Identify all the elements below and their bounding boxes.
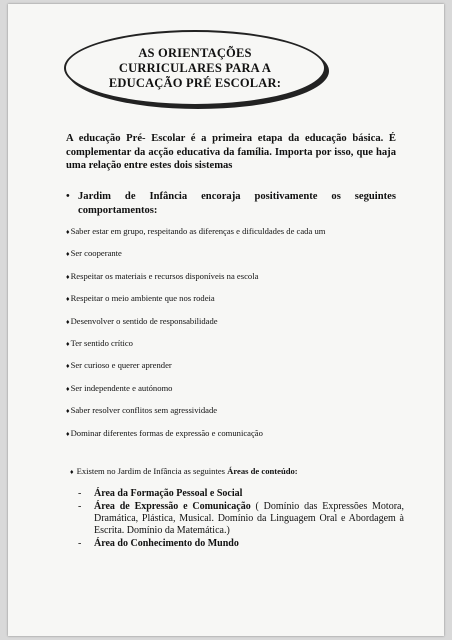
area-name: Área de Expressão e Comunicação bbox=[94, 501, 251, 512]
behavior-text: Ter sentido crítico bbox=[70, 337, 133, 348]
list-item bbox=[66, 316, 396, 338]
diamond-bullet-icon: ♦ bbox=[66, 429, 70, 438]
list-item bbox=[66, 226, 396, 248]
list-item bbox=[66, 428, 396, 450]
area-detail: ( Domínio das Expressões Motora, Dramática, Plástica, Musical. Domínio da Linguagem Oral e Abordagem à Escrita. Domínio da Matemática.) bbox=[94, 501, 404, 536]
areas-list bbox=[78, 488, 404, 551]
diamond-bullet-icon: ♦ bbox=[66, 407, 70, 416]
diamond-bullet-icon: ♦ bbox=[66, 295, 70, 304]
area-body bbox=[94, 538, 404, 550]
jardim-word: Infância bbox=[149, 191, 188, 202]
behaviors-list bbox=[66, 226, 396, 450]
diamond-bullet-icon: ♦ bbox=[66, 317, 70, 326]
jardim-paragraph bbox=[66, 190, 396, 217]
document-page bbox=[8, 4, 444, 636]
list-item bbox=[66, 338, 396, 360]
behavior-text: Saber resolver conflitos sem agressividade bbox=[70, 405, 218, 416]
jardim-word: encoraja bbox=[201, 191, 241, 202]
behavior-text: Desenvolver o sentido de responsabilidade bbox=[70, 315, 218, 326]
jardim-word: os bbox=[331, 191, 341, 202]
jardim-word: de bbox=[124, 191, 136, 202]
list-item bbox=[78, 501, 404, 537]
dash-bullet-icon: - bbox=[78, 538, 82, 549]
area-body bbox=[94, 501, 404, 537]
behavior-text: Ser independente e autónomo bbox=[70, 382, 173, 393]
area-name: Área do Conhecimento do Mundo bbox=[94, 538, 239, 549]
title-line-1: AS ORIENTAÇÕES bbox=[138, 45, 252, 60]
jardim-word: positivamente bbox=[254, 191, 318, 202]
list-item bbox=[66, 360, 396, 382]
area-body bbox=[94, 488, 404, 500]
list-item bbox=[66, 405, 396, 427]
jardim-word: Jardim bbox=[78, 191, 111, 202]
jardim-word: seguintes bbox=[354, 191, 396, 202]
jardim-line-2: comportamentos: bbox=[78, 204, 158, 216]
behavior-text: Respeitar os materiais e recursos disponíveis na escola bbox=[70, 270, 259, 281]
title-oval bbox=[64, 30, 326, 106]
intro-paragraph: A educação Pré- Escolar é a primeira etapa da educação básica. É complementar da acção educativa da família. Importa por isso, que haja uma relação entre estes dois sistemas bbox=[66, 133, 396, 171]
dash-bullet-icon: - bbox=[78, 501, 82, 512]
areas-intro bbox=[70, 466, 400, 478]
list-item bbox=[66, 383, 396, 405]
bullet-icon: • bbox=[66, 191, 70, 202]
title-line-2: CURRICULARES PARA A bbox=[118, 60, 272, 75]
diamond-bullet-icon: ♦ bbox=[70, 468, 74, 476]
diamond-bullet-icon: ♦ bbox=[66, 228, 70, 236]
behavior-text: Saber estar em grupo, respeitando as diferenças e dificuldades de cada um bbox=[70, 226, 326, 236]
areas-intro-bold: Áreas de conteúdo: bbox=[227, 466, 298, 476]
list-item bbox=[78, 488, 404, 500]
diamond-bullet-icon: ♦ bbox=[66, 362, 70, 371]
behavior-text: Ser curioso e querer aprender bbox=[70, 360, 172, 371]
list-item bbox=[66, 271, 396, 293]
list-item bbox=[78, 538, 404, 550]
diamond-bullet-icon: ♦ bbox=[66, 384, 70, 393]
behavior-text: Dominar diferentes formas de expressão e comunicação bbox=[70, 427, 263, 438]
behavior-text: Respeitar o meio ambiente que nos rodeia bbox=[70, 293, 215, 304]
page-title bbox=[109, 46, 281, 91]
title-line-3: EDUCAÇÃO PRÉ ESCOLAR: bbox=[108, 75, 282, 90]
dash-bullet-icon: - bbox=[78, 488, 82, 499]
diamond-bullet-icon: ♦ bbox=[66, 250, 70, 259]
list-item bbox=[66, 293, 396, 315]
diamond-bullet-icon: ♦ bbox=[66, 272, 70, 281]
list-item bbox=[66, 248, 396, 270]
jardim-line-1 bbox=[66, 190, 396, 204]
areas-intro-text: Existem no Jardim de Infância as seguintes bbox=[76, 466, 228, 476]
behavior-text: Ser cooperante bbox=[70, 248, 122, 259]
diamond-bullet-icon: ♦ bbox=[66, 339, 70, 348]
area-name: Área da Formação Pessoal e Social bbox=[94, 488, 243, 499]
